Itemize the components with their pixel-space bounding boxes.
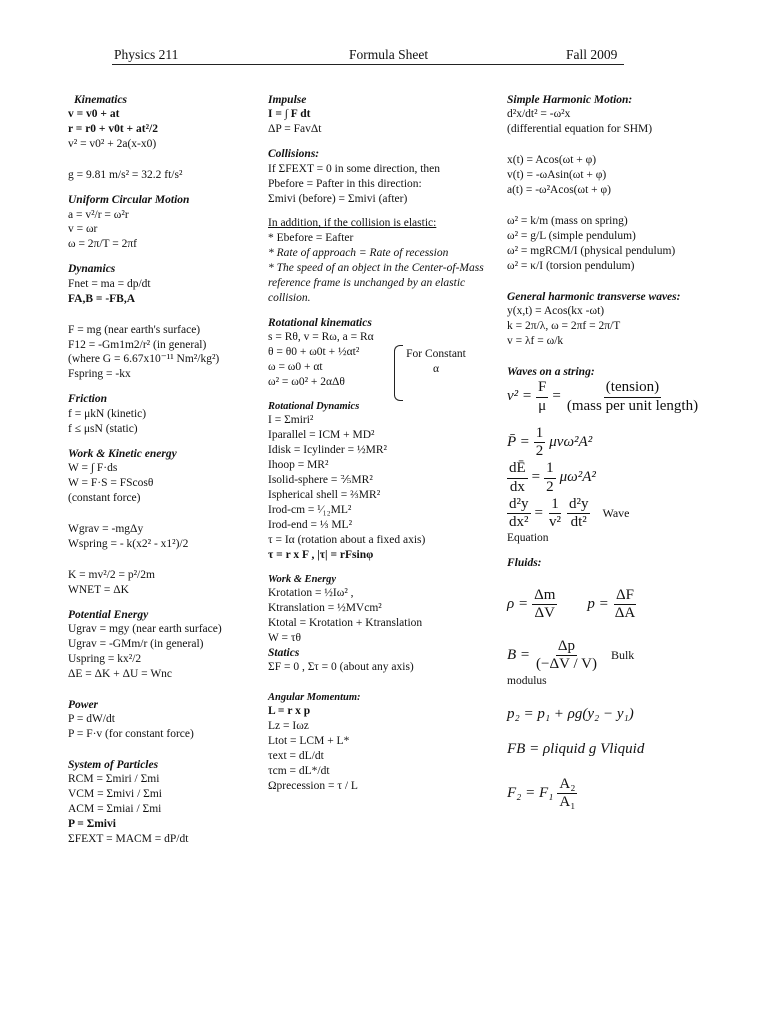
formula-line: Ihoop = MR² bbox=[268, 459, 329, 472]
formula-line: Uspring = kx²/2 bbox=[68, 652, 142, 665]
dynamics-heading: Dynamics bbox=[68, 263, 116, 276]
eq-rhs: μvω²A² bbox=[549, 433, 593, 450]
formula-line: ω² = mgRCM/I (physical pendulum) bbox=[507, 244, 676, 257]
formula-line: ΣF = 0 , Στ = 0 (about any axis) bbox=[268, 660, 414, 673]
formula-line: k = 2π/λ, ω = 2πf = 2π/T bbox=[507, 320, 621, 333]
particles-heading: System of Particles bbox=[68, 758, 159, 771]
formula-line: Isolid-sphere = ⅖MR² bbox=[268, 474, 373, 487]
sheet-title: Formula Sheet bbox=[349, 47, 429, 62]
formula-line: Ktranslation = ½MVcm² bbox=[268, 601, 382, 614]
formula-line: Ωprecession = τ / L bbox=[268, 779, 358, 792]
formula-line: ω = ω0 + αt bbox=[268, 361, 323, 374]
fraction: $\frac{1}{2}$ bbox=[546, 460, 554, 495]
formula-line: f ≤ μsN (static) bbox=[68, 422, 138, 435]
eq-text: p₂ = p₁ + ρg(y₂ − y₁) bbox=[507, 705, 634, 722]
formula-line: ΔE = ΔK + ΔU = Wnc bbox=[68, 667, 173, 680]
formula-line: ω² = ω0² + 2αΔθ bbox=[268, 376, 345, 389]
formula-line: s = Rθ, v = Rω, a = Rα bbox=[268, 331, 374, 344]
elastic-subheading: In addition, if the collision is elastic: bbox=[268, 217, 437, 230]
formula-line: F12 = -Gm1m2/r² (in general) bbox=[68, 338, 207, 351]
formula-line: θ = θ0 + ω0t + ½αt² bbox=[268, 346, 360, 359]
fraction: $\frac{\text{d²y}}{\text{dt²}}$ bbox=[568, 495, 589, 531]
formula-line: I = Σmiri² bbox=[268, 414, 314, 427]
course-label: Physics 211 bbox=[114, 47, 179, 62]
potential-energy-heading: Potential Energy bbox=[68, 608, 149, 621]
page-header bbox=[112, 46, 624, 65]
fraction: $\frac{\Delta F}{\Delta A}$ bbox=[614, 586, 636, 621]
formula-line: Ugrav = -GMm/r (in general) bbox=[68, 637, 204, 650]
formula-line: W = F·S = FScosθ bbox=[68, 476, 154, 489]
formula-line: y(x,t) = Acos(kx -ωt) bbox=[507, 305, 605, 318]
formula-line: v = λf = ω/k bbox=[507, 335, 564, 348]
formula-line: K = mv²/2 = p²/2m bbox=[68, 568, 155, 581]
eq-lhs: B = bbox=[507, 647, 531, 664]
buoyancy-equation bbox=[507, 740, 727, 760]
formula-line: F = mg (near earth's surface) bbox=[68, 323, 201, 336]
formula-line: Fspring = -kx bbox=[68, 368, 131, 381]
circular-motion-heading: Uniform Circular Motion bbox=[68, 194, 190, 207]
work-energy-heading: Work & Kinetic energy bbox=[68, 447, 177, 460]
formula-line: I = ∫ F dt bbox=[268, 108, 311, 121]
power-heading: Power bbox=[68, 698, 99, 711]
formula-line: v = v0 + at bbox=[68, 108, 120, 121]
collisions-heading: Collisions: bbox=[268, 148, 320, 161]
work-energy-rot-heading: Work & Energy bbox=[268, 573, 337, 585]
angular-momentum-heading: Angular Momentum: bbox=[268, 691, 361, 703]
energy-density-equation: $\frac{dĒ}{dx}$ = $\frac{1}{2}$ μω²A² bbox=[509, 460, 596, 495]
note-line: * The speed of an object in the Center-of-Mass reference frame is unchanged by an elastic collision. bbox=[268, 262, 484, 305]
wave-equation-label-cont: Equation bbox=[507, 532, 549, 545]
brace-icon bbox=[394, 345, 403, 401]
fraction: $\frac{\text{d²y}}{\text{dx²}}$ bbox=[509, 495, 529, 531]
formula-line: a = v²/r = ω²r bbox=[68, 208, 129, 221]
eq-lhs: ρ = bbox=[507, 595, 529, 612]
wave-power-equation bbox=[507, 425, 727, 461]
term-label: Fall 2009 bbox=[566, 47, 618, 62]
formula-line: Idisk = Icylinder = ½MR² bbox=[268, 444, 387, 457]
bulk-label-cont: modulus bbox=[507, 674, 547, 687]
formula-line: Ispherical shell = ⅔MR² bbox=[268, 489, 381, 501]
rotational-kinematics-heading: Rotational kinematics bbox=[268, 317, 372, 330]
friction-heading: Friction bbox=[68, 393, 107, 406]
fraction: $\frac{\text{(tension)}}{\text{(mass per unit length)}}$ bbox=[566, 379, 699, 414]
formula-line: WNET = ΔK bbox=[68, 583, 129, 596]
formula-line: ω² = κ/I (torsion pendulum) bbox=[507, 259, 635, 272]
formula-line: VCM = Σmivi / Σmi bbox=[68, 788, 162, 801]
density-pressure-equations bbox=[507, 587, 727, 623]
column-right bbox=[507, 93, 727, 811]
formula-line: ω² = g/L (simple pendulum) bbox=[507, 230, 636, 242]
kinematics-heading: Kinematics bbox=[74, 94, 128, 106]
bulk-label: Bulk bbox=[610, 648, 635, 663]
eq-lhs: p = bbox=[587, 595, 609, 612]
formula-line: RCM = Σmiri / Σmi bbox=[68, 773, 160, 786]
formula-line: f = μkN (kinetic) bbox=[68, 407, 147, 420]
column-middle bbox=[268, 93, 500, 794]
formula-line: τ = r x F , |τ| = rFsinφ bbox=[268, 548, 374, 561]
hydrostatic-equation bbox=[507, 705, 727, 725]
formula-line: (constant force) bbox=[68, 491, 141, 504]
formula-line: Irod-end = ⅓ ML² bbox=[268, 518, 353, 531]
eq-lhs: F₂ = F₁ bbox=[507, 784, 554, 801]
formula-line: (differential equation for SHM) bbox=[507, 123, 653, 136]
hydraulic-equation bbox=[507, 776, 727, 812]
wave-speed-equation: v² = $\frac{F}{\mu}$ = $\frac{\text{(tension)}}{\text{(mass per unit length)}}$ bbox=[507, 379, 699, 414]
transverse-waves-heading: General harmonic transverse waves: bbox=[507, 290, 681, 303]
fraction: $\frac{\text{A₂}}{\text{A₁}}$ bbox=[559, 775, 576, 810]
formula-line: Krotation = ½Iω² , bbox=[268, 586, 354, 599]
statics-heading: Statics bbox=[268, 646, 300, 659]
formula-line: W = ∫ F·ds bbox=[68, 461, 118, 474]
constant-alpha-group bbox=[268, 345, 500, 390]
fraction: $\frac{\Delta m}{\Delta V}$ bbox=[534, 586, 556, 621]
string-waves-heading: Waves on a string: bbox=[507, 366, 595, 378]
fraction: $\frac{\Delta p}{(-\Delta V / V)}$ bbox=[536, 638, 597, 673]
shm-heading: Simple Harmonic Motion: bbox=[507, 94, 633, 106]
fraction: $\frac{F}{\mu}$ bbox=[538, 379, 547, 414]
impulse-heading: Impulse bbox=[268, 94, 307, 106]
fraction: $\frac{1}{2}$ bbox=[535, 424, 544, 460]
fraction: $\frac{dĒ}{dx}$ bbox=[509, 460, 526, 495]
eq-text: FB = ρliquid g Vliquid bbox=[507, 741, 645, 758]
formula-line: d²x/dt² = -ω²x bbox=[507, 108, 571, 121]
formula-line: ACM = Σmiai / Σmi bbox=[68, 803, 162, 816]
note-line: * Rate of approach = Rate of recession bbox=[268, 247, 449, 260]
formula-line: ω² = k/m (mass on spring) bbox=[507, 215, 628, 228]
formula-line: ΣFEXT = MACM = dP/dt bbox=[68, 833, 189, 845]
bulk-modulus-equation bbox=[507, 638, 727, 674]
formula-line: Σmivi (before) = Σmivi (after) bbox=[268, 192, 408, 205]
gravity-constant: g = 9.81 m/s² = 32.2 ft/s² bbox=[68, 169, 183, 182]
formula-line: If ΣFEXT = 0 in some direction, then bbox=[268, 162, 441, 175]
formula-line: v(t) = -ωAsin(ωt + φ) bbox=[507, 169, 607, 182]
brace-label: For Constant α bbox=[406, 348, 466, 376]
formula-line: Fnet = ma = dp/dt bbox=[68, 277, 151, 290]
formula-line: L = r x p bbox=[268, 705, 311, 717]
formula-line: P = dW/dt bbox=[68, 713, 115, 725]
formula-line: W = τθ bbox=[268, 631, 302, 644]
eq-rhs: μω²A² bbox=[559, 469, 596, 486]
wave-equation: $\frac{\text{d²y}}{\text{dx²}}$ = $\frac{1}{\text{v²}}$ $\frac{\text{d²y}}{\text{dt²}}$ Wave bbox=[509, 495, 630, 531]
eq-lhs: v² = bbox=[507, 388, 533, 405]
formula-line: ΔP = FavΔt bbox=[268, 123, 322, 136]
formula-line: τcm = dL*/dt bbox=[268, 764, 330, 777]
formula-line: Ugrav = mgy (near earth surface) bbox=[68, 622, 222, 635]
formula-line: v² = v0² + 2a(x-x0) bbox=[68, 138, 157, 151]
formula-line: τext = dL/dt bbox=[268, 749, 324, 762]
formula-line: P = F·v (for constant force) bbox=[68, 727, 194, 740]
formula-line: Lz = Iωz bbox=[268, 719, 309, 732]
formula-line: FA,B = -FB,A bbox=[68, 292, 136, 305]
fraction: $\frac{1}{\text{v²}}$ bbox=[548, 495, 561, 531]
formula-line: x(t) = Acos(ωt + φ) bbox=[507, 154, 597, 167]
formula-line: Wspring = - k(x2² - x1²)/2 bbox=[68, 537, 189, 550]
formula-line: Iparallel = ICM + MD² bbox=[268, 429, 375, 442]
fluids-heading: Fluids: bbox=[507, 557, 542, 570]
formula-line: (where G = 6.67x10⁻¹¹ Nm²/kg²) bbox=[68, 353, 220, 366]
rotational-dynamics-heading: Rotational Dynamics bbox=[268, 401, 360, 413]
formula-line: r = r0 + v0t + at²/2 bbox=[68, 123, 158, 136]
formula-line: Pbefore = Pafter in this direction: bbox=[268, 177, 422, 190]
column-left bbox=[68, 93, 258, 847]
formula-line: a(t) = -ω²Acos(ωt + φ) bbox=[507, 184, 611, 197]
formula-line: τ = Iα (rotation about a fixed axis) bbox=[268, 533, 426, 546]
eq-lhs: P̄ = bbox=[507, 433, 530, 450]
formula-line: Ltot = LCM + L* bbox=[268, 734, 350, 747]
formula-line: Irod-cm = ¹⁄₁₂ML² bbox=[268, 503, 352, 516]
formula-line: v = ωr bbox=[68, 223, 98, 236]
formula-line: P = Σmivi bbox=[68, 818, 116, 831]
formula-line: Wgrav = -mgΔy bbox=[68, 522, 144, 535]
wave-equation-label: Wave bbox=[602, 505, 630, 520]
formula-line: ω = 2π/T = 2πf bbox=[68, 238, 137, 251]
formula-line: Ktotal = Krotation + Ktranslation bbox=[268, 616, 423, 629]
formula-line: * Ebefore = Eafter bbox=[268, 232, 354, 245]
